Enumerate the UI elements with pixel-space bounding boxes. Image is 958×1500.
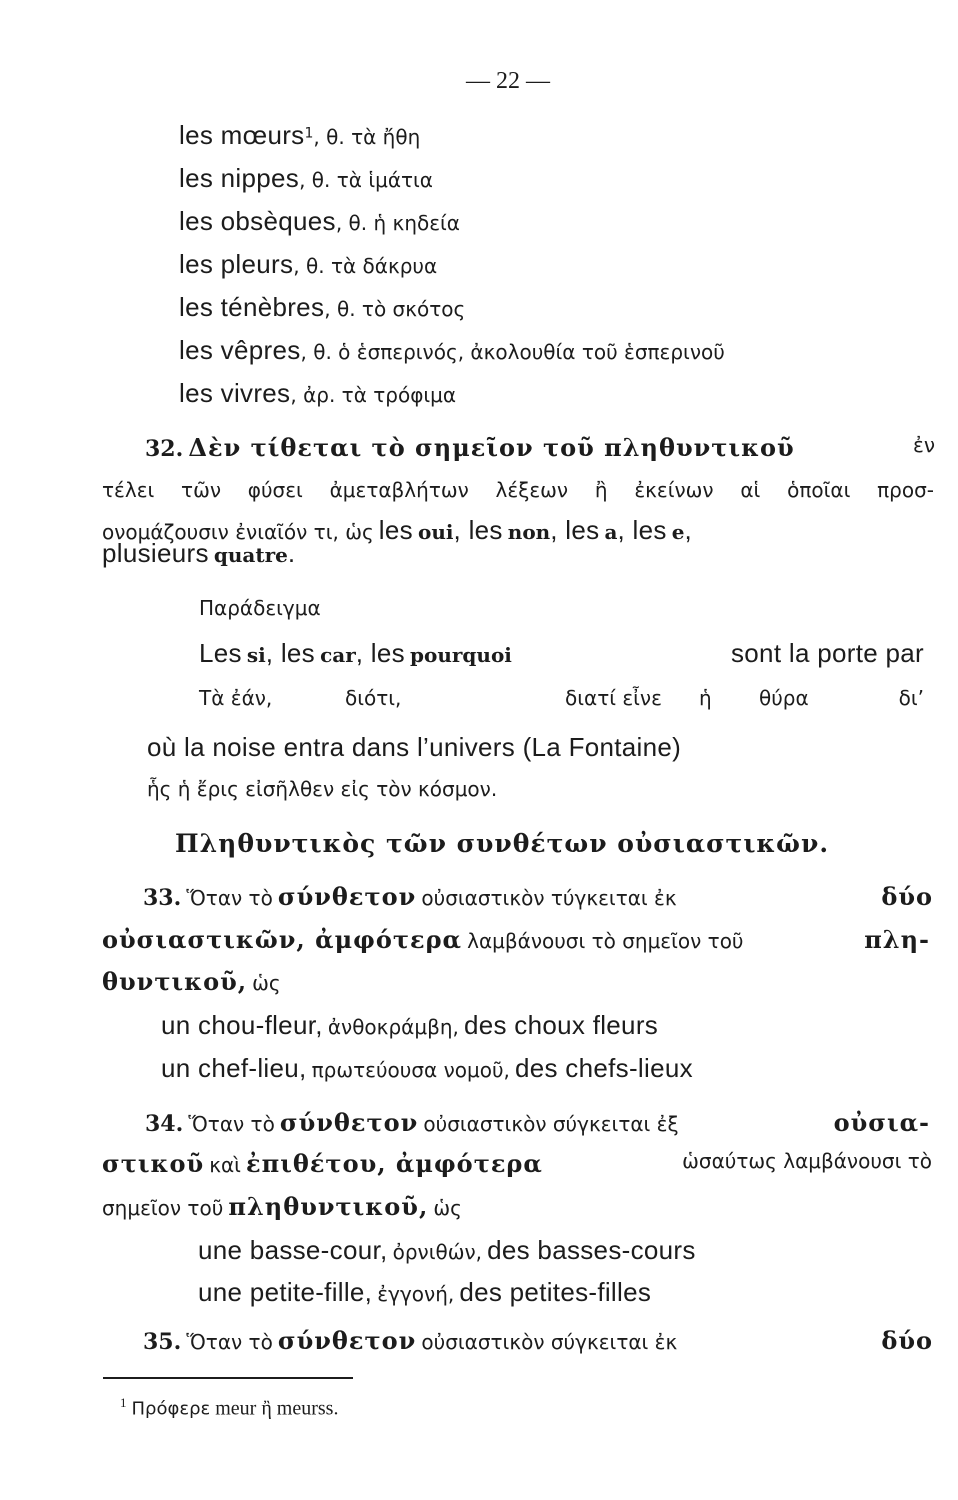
section-number: 35.	[143, 1329, 182, 1355]
gr-word: Ὅταν τὸ	[188, 1112, 275, 1136]
fr-word: , les	[265, 638, 315, 668]
sec33-line2	[102, 925, 930, 954]
gr-word: Ὅταν τὸ	[186, 886, 273, 910]
sec32-line1	[145, 433, 935, 462]
fr-bold-word: pourquoi	[410, 643, 512, 667]
fr-bold-word: car	[320, 643, 356, 667]
footnote-divider	[103, 1377, 353, 1379]
fr-word: un chef-lieu,	[161, 1053, 307, 1083]
vocab-greek: , θ. τὰ δάκρυα	[293, 254, 438, 278]
sec34-line1	[145, 1108, 930, 1137]
section-number: 32.	[145, 436, 184, 462]
fr-bold-word: non	[507, 520, 551, 544]
fr-bold-word: oui	[418, 520, 454, 544]
section-heading: Πληθυντικὸς τῶν συνθέτων οὐσιαστικῶν.	[175, 829, 830, 858]
fr-bold-word: a	[604, 520, 618, 544]
fr-bold-word: quatre	[213, 543, 288, 567]
vocab-line	[179, 249, 437, 280]
gr-word: οὐσιαστικὸν σύγκειται ἐκ	[421, 1330, 678, 1354]
vocab-line	[179, 378, 456, 409]
sec34-example2	[198, 1277, 651, 1308]
sec35-line1	[143, 1326, 933, 1355]
page-number: — 22 —	[466, 68, 550, 94]
gr-word: διότι,	[345, 686, 402, 710]
gr-word: ὀρνιθών,	[392, 1240, 482, 1264]
gr-word: λαμβάνουσι τὸ σημεῖον τοῦ	[467, 929, 744, 953]
gr-word: δι’	[898, 686, 924, 710]
gr-bold-word: στικοῦ	[102, 1149, 205, 1178]
footnote-mark: 1	[120, 1395, 127, 1410]
gr-word: διατί εἶνε	[565, 686, 662, 710]
fr-bold-word: e	[671, 520, 685, 544]
gr-word: θύρα	[759, 686, 809, 710]
vocab-french: les ténèbres	[179, 292, 325, 322]
vocab-greek: , θ. τὸ σκότος	[324, 297, 466, 321]
example-french-line2: où la noise entra dans l’univers (La Fontaine)	[147, 732, 682, 762]
gr-word: Πρόφερε	[131, 1398, 211, 1420]
footnote-text: meur ἢ meurss.	[215, 1397, 339, 1420]
gr-word: ὡς	[433, 1196, 462, 1220]
fr-punct: .	[287, 538, 296, 568]
sec33-example1	[161, 1010, 658, 1041]
vocab-french: les vêpres	[179, 335, 301, 365]
gr-bold-word: σύνθετον	[277, 882, 417, 911]
fr-word: , les	[617, 515, 667, 545]
gr-word: ἡ	[699, 686, 712, 710]
gr-word: οὐσιαστικὸν σύγκειται ἐξ	[423, 1112, 679, 1136]
fr-word: les	[378, 515, 413, 545]
section-number: 34.	[145, 1111, 184, 1137]
vocab-greek: , θ. ὁ ἑσπερινός, ἀκολουθία τοῦ ἑσπερινοῦ	[300, 340, 725, 364]
vocab-line	[179, 120, 420, 151]
gr-word: καὶ	[209, 1153, 241, 1177]
fr-word: , les	[355, 638, 405, 668]
vocab-french: les mœurs	[179, 120, 305, 150]
vocab-line	[179, 163, 433, 194]
vocab-line	[179, 292, 465, 323]
gr-bold-word: δύο	[881, 1326, 933, 1355]
fr-word: plusieurs	[102, 538, 209, 568]
footnote-ref: 1	[304, 125, 314, 142]
example-greek-line1	[199, 686, 924, 710]
gr-bold-word: πληθυντικοῦ,	[228, 1192, 429, 1221]
gr-word: οὐσιαστικὸν τύγκειται ἐκ	[421, 886, 677, 910]
vocab-greek: , θ. τὰ ἤθη	[313, 125, 421, 149]
gr-bold-word: θυντικοῦ,	[102, 967, 248, 996]
fr-word: , les	[550, 515, 600, 545]
vocab-french: les obsèques	[179, 206, 336, 236]
fr-word: des basses-cours	[487, 1235, 696, 1265]
fr-word: ,	[684, 515, 693, 545]
sec34-line3	[102, 1192, 462, 1221]
section-number: 33.	[143, 885, 182, 911]
sec32-line4	[102, 538, 295, 569]
sec33-line3	[102, 967, 281, 996]
vocab-greek: , θ. ἡ κηδεία	[335, 211, 460, 235]
vocab-greek: , θ. τὰ ἱμάτια	[299, 168, 433, 192]
example-french-line1	[199, 638, 924, 669]
vocab-french: les vivres	[179, 378, 291, 408]
sec32-line2: τέλει τῶν φύσει ἀμεταβλήτων λέξεων ἢ ἐκείνων αἱ ὁποῖαι προσ-	[102, 478, 934, 502]
example-label: Παράδειγμα	[199, 596, 321, 620]
gr-bold-word: δύο	[881, 882, 933, 911]
vocab-line	[179, 335, 725, 366]
gr-bold-word: σύνθετον	[277, 1326, 417, 1355]
fr-word: une basse-cour,	[198, 1235, 388, 1265]
gr-bold-word: ἐπιθέτου, ἀμφότερα	[246, 1149, 543, 1178]
fr-word: un chou-fleur,	[161, 1010, 323, 1040]
fr-word: une petite-fille,	[198, 1277, 373, 1307]
vocab-line	[179, 206, 460, 237]
gr-word: σημεῖον τοῦ	[102, 1196, 224, 1220]
gr-word: ὡσαύτως λαμβάνουσι τὸ	[682, 1149, 932, 1173]
gr-bold-word: σύνθετον	[279, 1108, 419, 1137]
gr-bold-word: πλη-	[864, 925, 930, 954]
gr-word: πρωτεύουσα νομοῦ,	[311, 1058, 510, 1082]
gr-word: ἐγγονή,	[377, 1282, 455, 1306]
sec33-example2	[161, 1053, 693, 1084]
section-title: Δὲν τίθεται τὸ σημεῖον τοῦ πληθυντικοῦ	[188, 433, 795, 462]
gr-word: ὡς	[252, 971, 281, 995]
gr-bold-word: οὐσια-	[833, 1108, 930, 1137]
example-greek-line2: ἧς ἡ ἔρις εἰσῆλθεν εἰς τὸν κόσμον.	[147, 777, 498, 801]
footnote	[120, 1395, 338, 1421]
vocab-french: les nippes	[179, 163, 300, 193]
vocab-greek: , ἀρ. τὰ τρόφιμα	[290, 383, 457, 407]
gr-word: Ὅταν τὸ	[186, 1330, 273, 1354]
sec33-line1	[143, 882, 933, 911]
fr-word: sont la porte par	[731, 638, 924, 668]
fr-word: Les	[199, 638, 242, 668]
gr-word: ἀνθοκράμβη,	[327, 1015, 459, 1039]
sec34-example1	[198, 1235, 696, 1266]
sec32-l3-greek: ονομάζουσιν ἐνιαῖόν τι, ὡς	[102, 520, 374, 544]
fr-word: des choux fleurs	[463, 1010, 659, 1040]
fr-bold-word: si	[246, 643, 266, 667]
sec34-line2	[102, 1149, 932, 1178]
gr-word: Τὰ ἐάν,	[199, 686, 273, 710]
gr-bold-word: οὐσιαστικῶν, ἀμφότερα	[102, 925, 463, 954]
sec32-l1-end: ἐν	[913, 433, 935, 457]
fr-word: des petites-filles	[459, 1277, 652, 1307]
fr-word: des chefs-lieux	[514, 1053, 693, 1083]
fr-word: , les	[453, 515, 503, 545]
vocab-french: les pleurs	[179, 249, 294, 279]
